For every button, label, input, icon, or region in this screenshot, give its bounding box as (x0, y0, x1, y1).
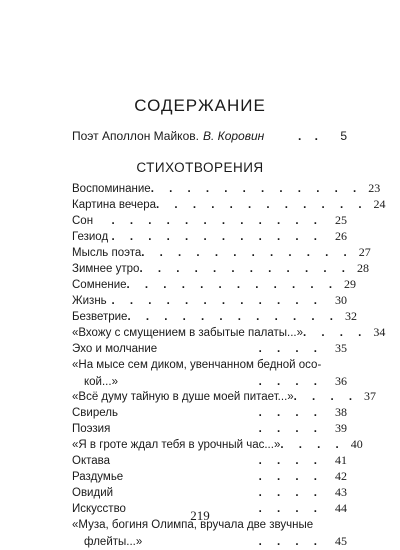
leader-dots: . . . . . . . . . . . . (111, 231, 323, 243)
toc-entry-title: Жизнь (72, 295, 107, 307)
toc-entry (72, 213, 347, 229)
leader-dots: . . . . (293, 391, 359, 403)
toc-entry-page: 43 (335, 485, 347, 499)
toc-entry-page: 45 (335, 534, 347, 548)
leader-dots: . . . . . . . . . . . . (156, 199, 368, 211)
poems-heading: СТИХОТВОРЕНИЯ (136, 160, 264, 175)
toc-entry-page: 41 (335, 453, 347, 467)
toc-entry-title: Октава (72, 455, 111, 467)
toc-entry-page: 38 (335, 405, 347, 419)
leader-dots: . . . . (258, 343, 323, 355)
page-number: 219 (190, 508, 210, 523)
toc-entry-continuation: флейты...» (84, 536, 143, 548)
toc-entry (72, 374, 347, 390)
toc-entry-title: «Всё думу тайную в душе моей питает...» (72, 391, 294, 403)
toc-entry-title: Сомнение (72, 279, 127, 291)
toc-entry-title: Искусство (72, 503, 126, 515)
toc-entry-page: 25 (335, 213, 347, 227)
toc-entry (72, 437, 363, 453)
leader-dots: . . . . . . . . . . . . (111, 215, 323, 227)
intro-title: Поэт Аполлон Майков. (72, 129, 199, 143)
leader-dots: . . . . . . . . . . . . (141, 247, 353, 259)
toc-entry-page: 44 (335, 501, 347, 515)
toc-entry (72, 389, 377, 405)
toc-entry (72, 421, 347, 437)
toc-entry (72, 405, 347, 421)
toc-entry-page: 35 (335, 341, 347, 355)
toc-entry (72, 197, 386, 213)
toc-entry-title: Гезиод (72, 231, 109, 243)
toc-entry-page: 26 (335, 229, 347, 243)
toc-entry (72, 469, 347, 485)
toc-entry-page: 28 (356, 261, 369, 275)
toc-entry-title: Сон (72, 215, 94, 227)
toc-entry-title: Эхо и молчание (72, 343, 158, 355)
toc-entry (72, 277, 357, 293)
toc-entry-page: 29 (344, 277, 357, 291)
leader-dots: . . . . . . . . . . . . (127, 311, 339, 323)
toc-entry (72, 485, 347, 501)
intro-page: 5 (340, 129, 347, 143)
toc-entry-title: Безветрие (72, 311, 128, 323)
leader-dots: . . . . . . . . . . . . (139, 263, 351, 275)
toc-entry-page: 30 (335, 293, 347, 307)
leader-dots: . . . . (258, 471, 323, 483)
toc-entry-page: 40 (350, 437, 363, 451)
toc-entry-page: 34 (373, 325, 386, 339)
toc-entry (72, 453, 347, 469)
leader-dots: . . . . . . . . . . . . (150, 183, 363, 195)
toc-entry-title: Зимнее утро (72, 263, 140, 275)
toc-entry-page: 36 (335, 374, 347, 388)
toc-entry (72, 293, 347, 309)
toc-entry-page: 27 (358, 245, 371, 259)
toc-entry-page: 23 (368, 181, 381, 195)
toc-entry (72, 245, 371, 261)
leader-dots: . . . . (258, 455, 323, 467)
leader-dots: . . . . (303, 327, 368, 339)
leader-dots: . . . . (280, 439, 345, 451)
toc-entry (72, 229, 347, 245)
toc-entry-continuation: кой...» (84, 376, 118, 388)
toc-entry (72, 261, 369, 277)
toc-entry (72, 341, 347, 357)
toc-entry-page: 24 (373, 197, 386, 211)
toc-entry-title: «Муза, богиня Олимпа, вручала две звучные (72, 519, 314, 531)
toc-entry-title: Раздумье (72, 471, 124, 483)
contents-heading: СОДЕРЖАНИЕ (134, 96, 266, 115)
toc-entry-page: 32 (344, 309, 357, 323)
toc-entry-title: Поэзия (72, 423, 111, 435)
leader-dots: . . . . (258, 423, 323, 435)
toc-entry (72, 325, 386, 341)
leader-dots: . . . . . . . . . . . . (126, 279, 339, 291)
leader-dots: . . . . (258, 376, 323, 388)
leader-dots: . . . . (258, 536, 323, 548)
toc-entry-title: Воспоминание (72, 183, 151, 195)
toc-entry-page: 39 (335, 421, 347, 435)
leader-dots: . . (297, 129, 323, 143)
toc-entry-title: Овидий (72, 487, 114, 499)
leader-dots: . . . . (258, 503, 323, 515)
toc-entry-title: Мысль поэта (72, 247, 142, 259)
toc-entry-title: «Я в гроте ждал тебя в урочный час...» (72, 439, 281, 451)
toc-entry (72, 309, 357, 325)
toc-entry-title: «Вхожу с смущением в забытые палаты...» (72, 327, 304, 339)
leader-dots: . . . . . . . . . . . . (111, 295, 323, 307)
toc-entry-title: Свирель (72, 407, 118, 419)
leader-dots: . . . . (258, 407, 323, 419)
toc-entry-title: Картина вечера (72, 199, 157, 211)
leader-dots: . . . . (258, 487, 323, 499)
toc-entry-page: 42 (335, 469, 347, 483)
toc-entry (72, 181, 381, 197)
toc-entry-title: «На мысе сем диком, увенчанном бедной осо- (72, 359, 322, 371)
intro-author: В. Коровин (202, 129, 265, 143)
toc-entry-page: 37 (364, 389, 377, 403)
toc-entry (72, 534, 347, 550)
intro-entry (72, 129, 347, 143)
